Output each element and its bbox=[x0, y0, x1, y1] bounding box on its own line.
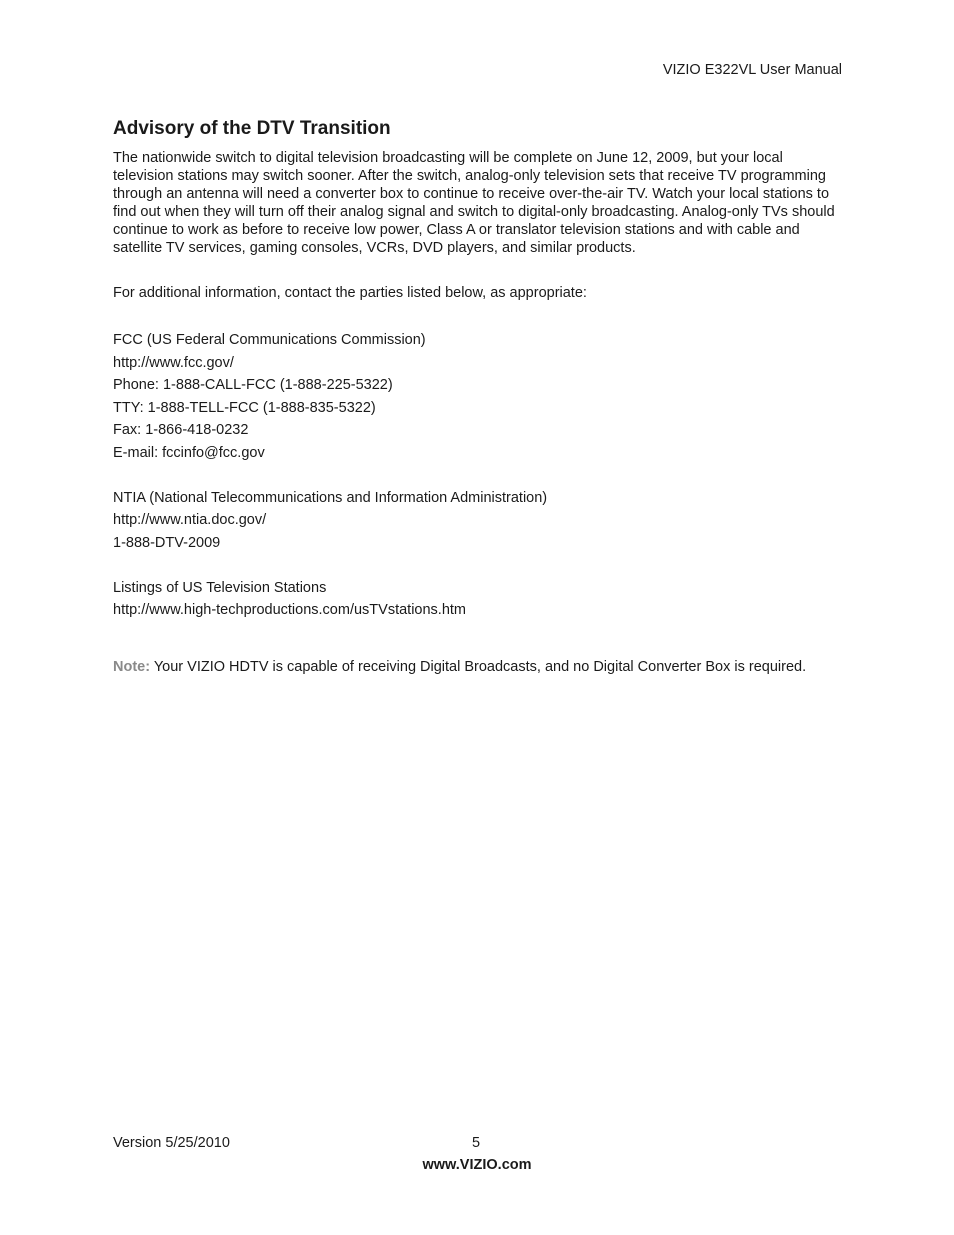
ntia-url-link[interactable]: http://www.ntia.doc.gov/ bbox=[113, 512, 267, 528]
section-heading: Advisory of the DTV Transition bbox=[113, 118, 391, 139]
fcc-tty: TTY: 1-888-TELL-FCC (1-888-835-5322) bbox=[113, 399, 376, 416]
fcc-url-link[interactable]: http://www.fcc.gov/ bbox=[113, 354, 234, 371]
additional-info-text: For additional information, contact the parties listed below, as appropriate: bbox=[113, 285, 587, 301]
page-content bbox=[113, 116, 843, 676]
fcc-phone: Phone: 1-888-CALL-FCC (1-888-225-5322) bbox=[113, 377, 393, 393]
ntia-contact-block bbox=[113, 487, 843, 555]
intro-paragraph: The nationwide switch to digital television broadcasting will be complete on June 12, 2009, but your local television stations may switch sooner. After the switch, analog-only television sets that receive TV programming through an antenna will need a converter box to continue to receive over-the-air TV. Watch your local stations to find out when they will turn off their analog signal and switch to digital-only broadcasting. Analog-only TVs should continue to work as before to receive low power, Class A or translator television stations and with cable and satellite TV services, gaming consoles, VCRs, DVD players, and similar products. bbox=[113, 150, 835, 256]
page-number: 5 bbox=[472, 1135, 481, 1151]
footer-website: www.VIZIO.com bbox=[422, 1157, 532, 1173]
note-text: Your VIZIO HDTV is capable of receiving Digital Broadcasts, and no Digital Converter Box is required. bbox=[150, 658, 807, 675]
footer-version: Version 5/25/2010 bbox=[113, 1135, 230, 1151]
fcc-name: FCC (US Federal Communications Commission) bbox=[113, 332, 426, 348]
listings-url-link[interactable]: http://www.high-techproductions.com/usTVstations.htm bbox=[113, 602, 466, 618]
note-label: Note: bbox=[113, 658, 151, 675]
ntia-phone: 1-888-DTV-2009 bbox=[113, 534, 221, 551]
fcc-contact-block bbox=[113, 329, 843, 464]
fcc-email: E-mail: fccinfo@fcc.gov bbox=[113, 444, 265, 461]
listings-contact-block bbox=[113, 577, 843, 622]
fcc-fax: Fax: 1-866-418-0232 bbox=[113, 422, 249, 438]
note-paragraph bbox=[113, 658, 843, 676]
manual-title: VIZIO E322VL User Manual bbox=[662, 62, 842, 78]
listings-name: Listings of US Television Stations bbox=[113, 579, 327, 596]
ntia-name: NTIA (National Telecommunications and Information Administration) bbox=[113, 489, 548, 506]
